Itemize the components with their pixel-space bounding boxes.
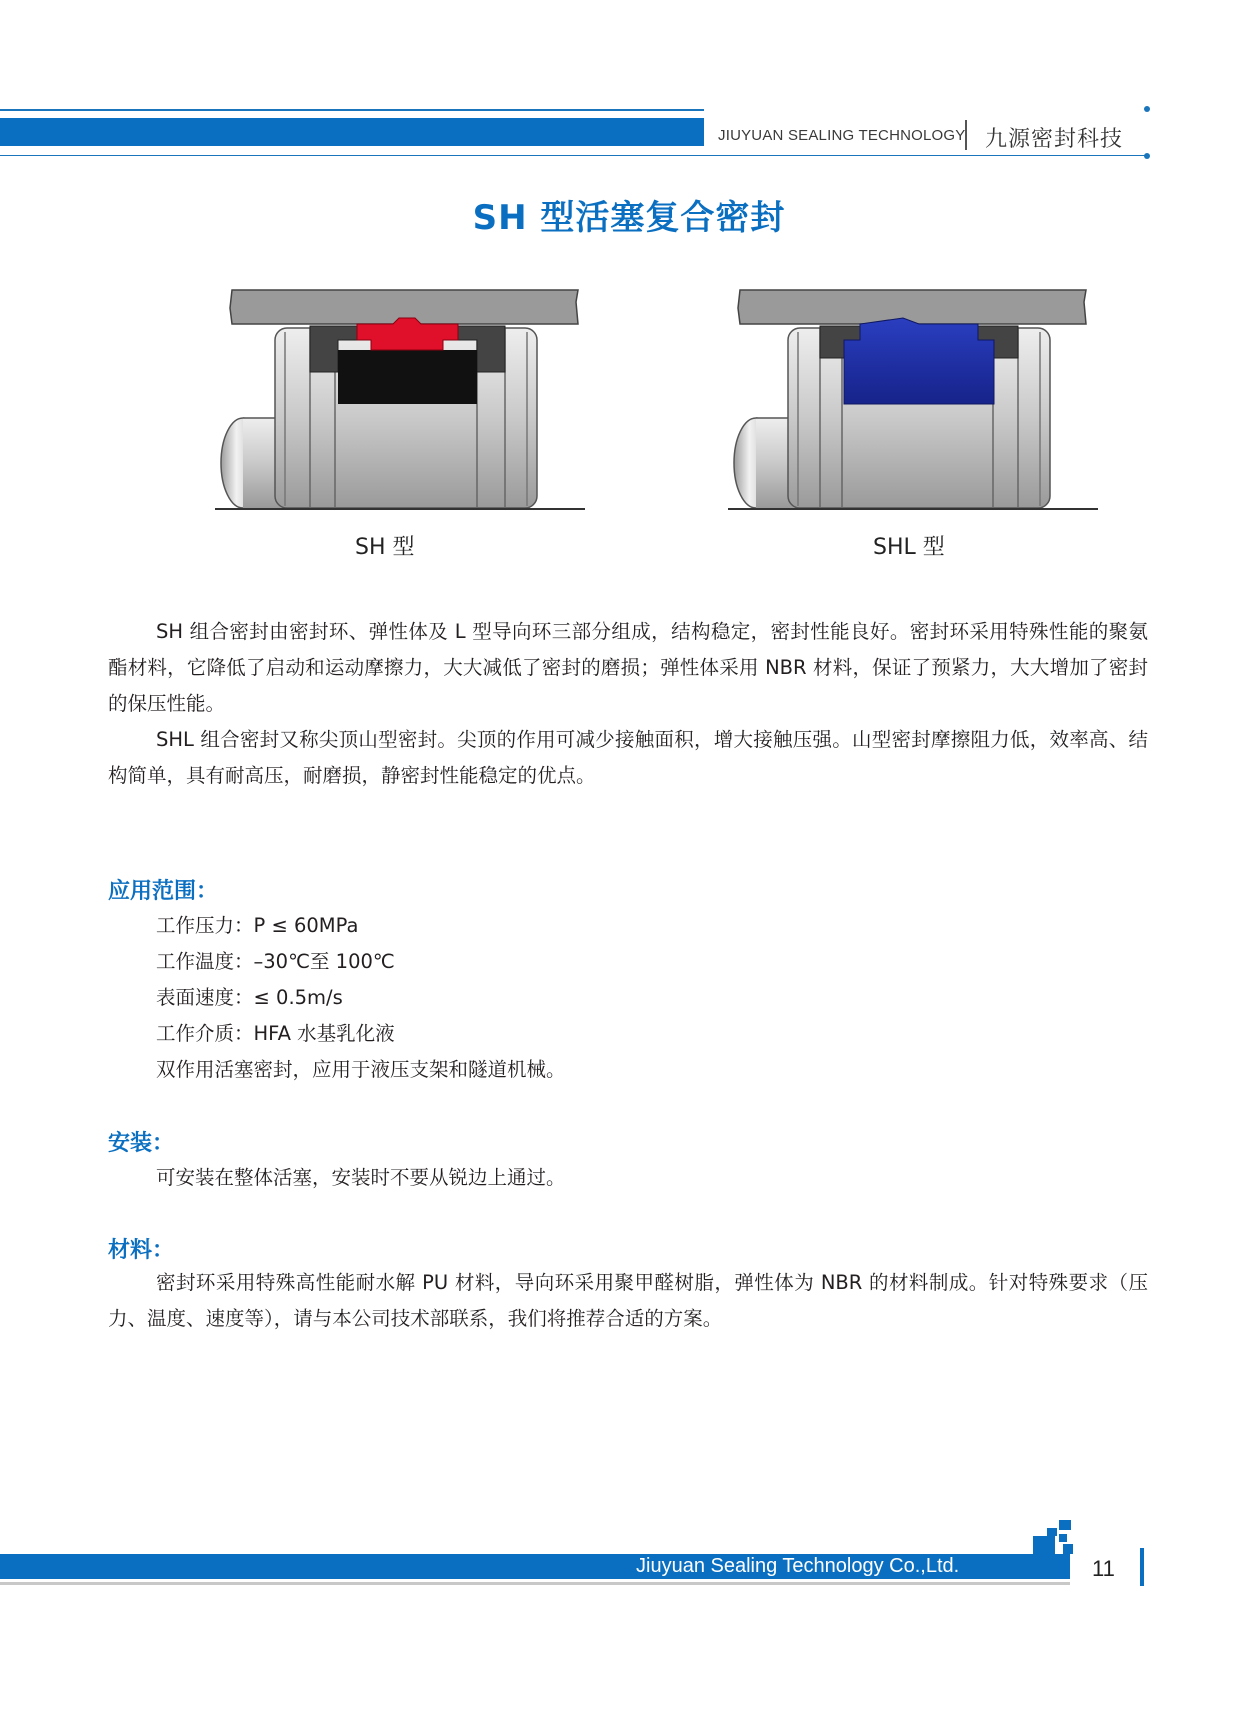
page-number: 11	[1092, 1556, 1115, 1581]
application-heading: 应用范围：	[108, 878, 219, 904]
header-bottom-rule	[0, 155, 1148, 156]
header-separator	[965, 120, 967, 150]
sh-seal-diagram	[215, 288, 585, 514]
footer-company: Jiuyuan Sealing Technology Co.,Ltd.	[636, 1555, 960, 1577]
footer-block-logo-icon	[1033, 1520, 1073, 1554]
application-item: 工作温度：–30℃至 100℃	[156, 950, 395, 973]
installation-heading: 安装：	[108, 1130, 175, 1156]
header-dot-bottom	[1144, 153, 1150, 159]
header-company-en: JIUYUAN SEALING TECHNOLOGY	[718, 127, 966, 144]
page-title: SH 型活塞复合密封	[472, 198, 786, 238]
page-number-bar	[1140, 1548, 1144, 1586]
material-text: 密封环采用特殊高性能耐水解 PU 材料，导向环采用聚甲醛树脂，弹性体为 NBR 的材料制成。针对特殊要求（压力、温度、速度等），请与本公司技术部联系，我们将推荐合适的方案。	[108, 1271, 1148, 1330]
header-company-cn: 九源密封科技	[985, 127, 1124, 152]
intro-text	[108, 614, 1148, 794]
header-dot-top	[1144, 106, 1150, 112]
sh-figure-label: SH 型	[355, 535, 415, 560]
footer-gray-rule	[0, 1582, 1070, 1585]
material-heading: 材料：	[108, 1237, 175, 1263]
material-text-block	[108, 1265, 1148, 1337]
application-item: 工作介质：HFA 水基乳化液	[156, 1022, 395, 1045]
intro-paragraph-1: SH 组合密封由密封环、弹性体及 L 型导向环三部分组成，结构稳定，密封性能良好。密封环采用特殊性能的聚氨酯材料，它降低了启动和运动摩擦力，大大减低了密封的磨损；弹性体采用 NBR 材料，保证了预紧力，大大增加了密封的保压性能。	[108, 620, 1148, 715]
application-item: 表面速度：≤ 0.5m/s	[156, 986, 343, 1009]
application-item: 工作压力：P ≤ 60MPa	[156, 914, 359, 937]
intro-paragraph-2: SHL 组合密封又称尖顶山型密封。尖顶的作用可减少接触面积，增大接触压强。山型密封摩擦阻力低，效率高、结构简单，具有耐高压，耐磨损，静密封性能稳定的优点。	[108, 728, 1148, 787]
header-blue-bar	[0, 118, 704, 146]
shl-seal-diagram	[728, 288, 1098, 514]
installation-text: 可安装在整体活塞，安装时不要从锐边上通过。	[156, 1166, 566, 1189]
header-thin-rule	[0, 109, 704, 111]
shl-figure-label: SHL 型	[873, 535, 945, 560]
application-item: 双作用活塞密封，应用于液压支架和隧道机械。	[156, 1058, 566, 1081]
